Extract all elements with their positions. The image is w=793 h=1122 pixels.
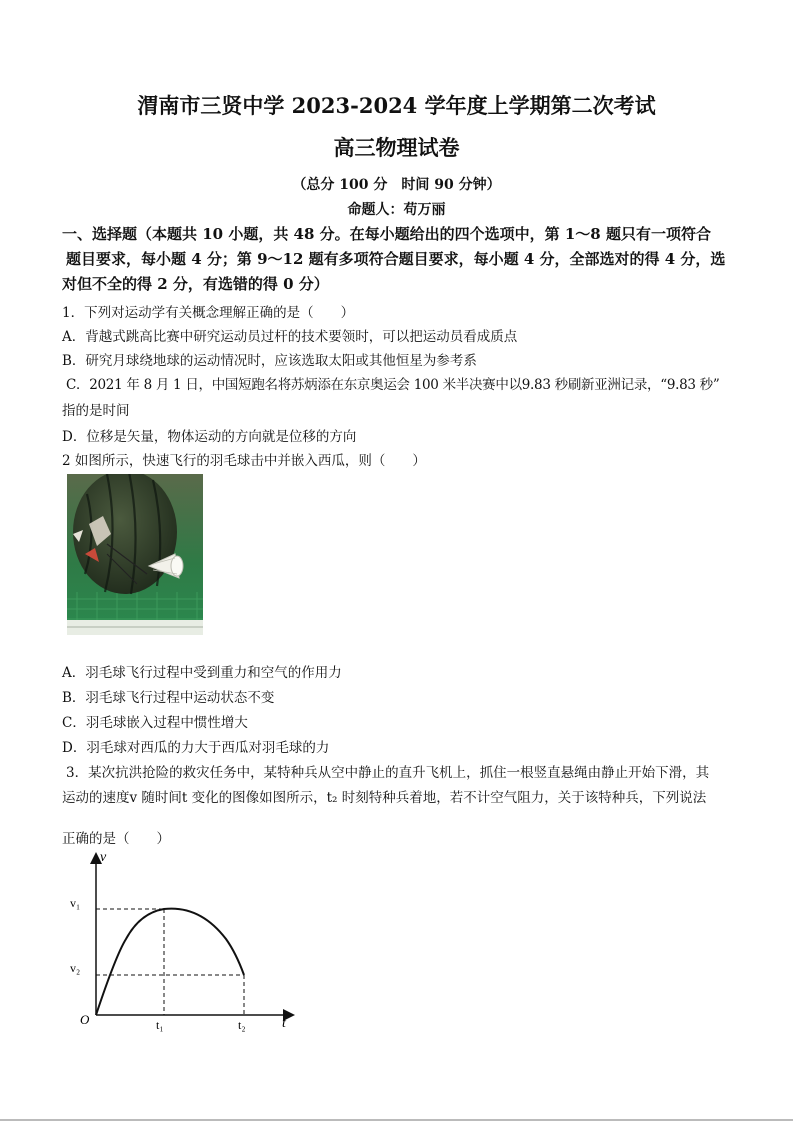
velocity-time-graph — [60, 845, 310, 1035]
q1-option-a: A．背越式跳高比赛中研究运动员过杆的技术要领时，可以把运动员看成质点 — [62, 329, 518, 345]
page-bottom-rule — [0, 1119, 793, 1121]
q1-option-d: D．位移是矢量，物体运动的方向就是位移的方向 — [62, 429, 357, 445]
q2-option-a: A．羽毛球飞行过程中受到重力和空气的作用力 — [62, 665, 342, 681]
origin-label: O — [80, 1012, 90, 1027]
section-heading-line1: 一、选择题（本题共 10 小题，共 48 分。在每小题给出的四个选项中，第 1～8 题只有一项符合 — [62, 225, 711, 243]
section-heading-line2: 题目要求，每小题 4 分；第 9～12 题有多项符合题目要求，每小题 4 分，全部选对的得 4 分，选 — [66, 250, 726, 268]
watermelon-shuttlecock-illustration — [67, 474, 203, 635]
section-heading-line3: 对但不全的得 2 分，有选错的得 0 分） — [62, 275, 329, 293]
q1-option-c-line1: C．2021 年 8 月 1 日，中国短跑名将苏炳添在东京奥运会 100 米半决赛中以9.83 秒刷新亚洲记录，“9.83 秒” — [66, 377, 720, 393]
q3-stem-line2: 运动的速度v 随时间t 变化的图像如图所示，t₂ 时刻特种兵着地，若不计空气阻力，关于该特种兵，下列说法 — [62, 790, 707, 806]
q1-option-c-line2: 指的是时间 — [62, 403, 130, 419]
t1-label: t₁ — [156, 1018, 164, 1032]
exam-subtitle: 高三物理试卷 — [333, 135, 460, 160]
v1-label: v₁ — [70, 896, 81, 910]
v2-label: v₂ — [70, 961, 81, 975]
q1-stem: 1．下列对运动学有关概念理解正确的是（ ） — [62, 305, 355, 321]
q2-option-c: C．羽毛球嵌入过程中惯性增大 — [62, 715, 248, 731]
t2-label: t₂ — [238, 1018, 246, 1032]
q1-option-b: B．研究月球绕地球的运动情况时，应该选取太阳或其他恒星为参考系 — [62, 353, 477, 369]
exam-meta: （总分 100 分 时间 90 分钟） — [292, 177, 501, 193]
q2-stem: 2 如图所示，快速飞行的羽毛球击中并嵌入西瓜，则（ ） — [62, 453, 426, 469]
v-axis-label: v — [100, 850, 107, 865]
q3-stem-line1: 3．某次抗洪抢险的救灾任务中，某特种兵从空中静止的直升飞机上，抓住一根竖直悬绳由静止开始下滑，其 — [66, 765, 710, 781]
exam-title: 渭南市三贤中学 2023-2024 学年度上学期第二次考试 — [137, 93, 656, 118]
t-axis-label: t — [282, 1016, 286, 1031]
q3-stem-line3: 正确的是（ ） — [62, 831, 170, 847]
velocity-curve — [96, 909, 244, 1015]
watermelon-shuttlecock-photo — [67, 474, 203, 635]
exam-author: 命题人：苟万丽 — [347, 202, 446, 218]
q2-option-d: D．羽毛球对西瓜的力大于西瓜对羽毛球的力 — [62, 740, 330, 756]
q2-option-b: B．羽毛球飞行过程中运动状态不变 — [62, 690, 275, 706]
